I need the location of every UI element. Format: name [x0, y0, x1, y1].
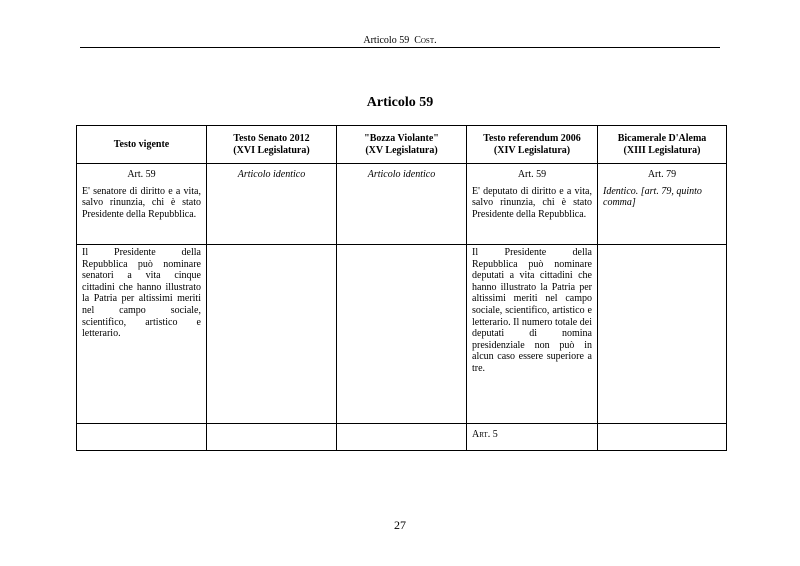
- table-row: [77, 164, 727, 245]
- article-number: Art. 59: [127, 169, 156, 180]
- cell-bicamerale: [598, 424, 727, 451]
- cell-referendum: [467, 245, 598, 424]
- article-number: Art. 5: [472, 429, 498, 440]
- article-text: E' deputato di diritto e a vita, salvo rinunzia, chi è stato Presidente della Repubblica.: [472, 185, 592, 220]
- article-title: Articolo 59: [366, 95, 434, 110]
- article-text: Identico. [art. 79, quinto comma]: [603, 185, 702, 209]
- article-number: Art. 59: [517, 169, 547, 180]
- header-rule: [80, 47, 720, 48]
- article-text: Il Presidente della Repubblica può nominare deputati a vita cittadini che hanno illustrato la Patria per altissimi meriti nel campo sociale, scientifico, artistico e letterario. Il numero totale dei deputati di nomina presidenziale non può in alcun caso essere superiore a tre.: [472, 247, 592, 374]
- table-header-row: [77, 126, 727, 164]
- article-number: Art. 79: [647, 169, 677, 180]
- table-row: [77, 245, 727, 424]
- column-header-line: Testo Senato 2012: [233, 132, 310, 144]
- column-header-line: Bicamerale D'Alema: [617, 132, 707, 144]
- column-header-subline: (XIII Legislatura): [623, 144, 701, 156]
- article-text: Il Presidente della Repubblica può nominare senatori a vita cinque cittadini che hanno illustrato la Patria per altissimi meriti nel campo sociale, scientifico, artistico e letterario.: [82, 247, 201, 340]
- cell-bozza: [337, 164, 467, 245]
- column-header-bicamerale: [598, 126, 727, 164]
- article-text: E' senatore di diritto e a vita, salvo rinunzia, chi è stato Presidente della Repubblica.: [82, 185, 201, 220]
- cell-referendum: [467, 424, 598, 451]
- cell-bicamerale: [598, 245, 727, 424]
- running-header-source: Cost.: [414, 35, 437, 46]
- cell-vigente: [77, 245, 207, 424]
- identical-note: Articolo identico: [367, 169, 436, 180]
- running-header: [80, 35, 720, 47]
- cell-bozza: [337, 424, 467, 451]
- column-header-testo-vigente: [77, 126, 207, 164]
- page-number: 27: [394, 518, 406, 532]
- column-header-subline: (XIV Legislatura): [493, 144, 571, 156]
- cell-vigente: [77, 424, 207, 451]
- cell-referendum: [467, 164, 598, 245]
- column-header-line: "Bozza Violante": [364, 132, 439, 144]
- table-row: [77, 424, 727, 451]
- cell-bozza: [337, 245, 467, 424]
- cell-senato: [207, 245, 337, 424]
- column-header-referendum-2006: [467, 126, 598, 164]
- column-header-line: Testo vigente: [113, 138, 170, 150]
- cell-senato: [207, 164, 337, 245]
- cell-vigente: [77, 164, 207, 245]
- column-header-subline: (XV Legislatura): [365, 144, 438, 156]
- column-header-bozza-violante: [337, 126, 467, 164]
- cell-senato: [207, 424, 337, 451]
- running-header-title: Articolo 59: [363, 35, 410, 46]
- cell-bicamerale: [598, 164, 727, 245]
- comparison-table: [76, 125, 727, 451]
- column-header-senato-2012: [207, 126, 337, 164]
- column-header-subline: (XVI Legislatura): [233, 144, 310, 156]
- column-header-line: Testo referendum 2006: [483, 132, 581, 144]
- identical-note: Articolo identico: [237, 169, 306, 180]
